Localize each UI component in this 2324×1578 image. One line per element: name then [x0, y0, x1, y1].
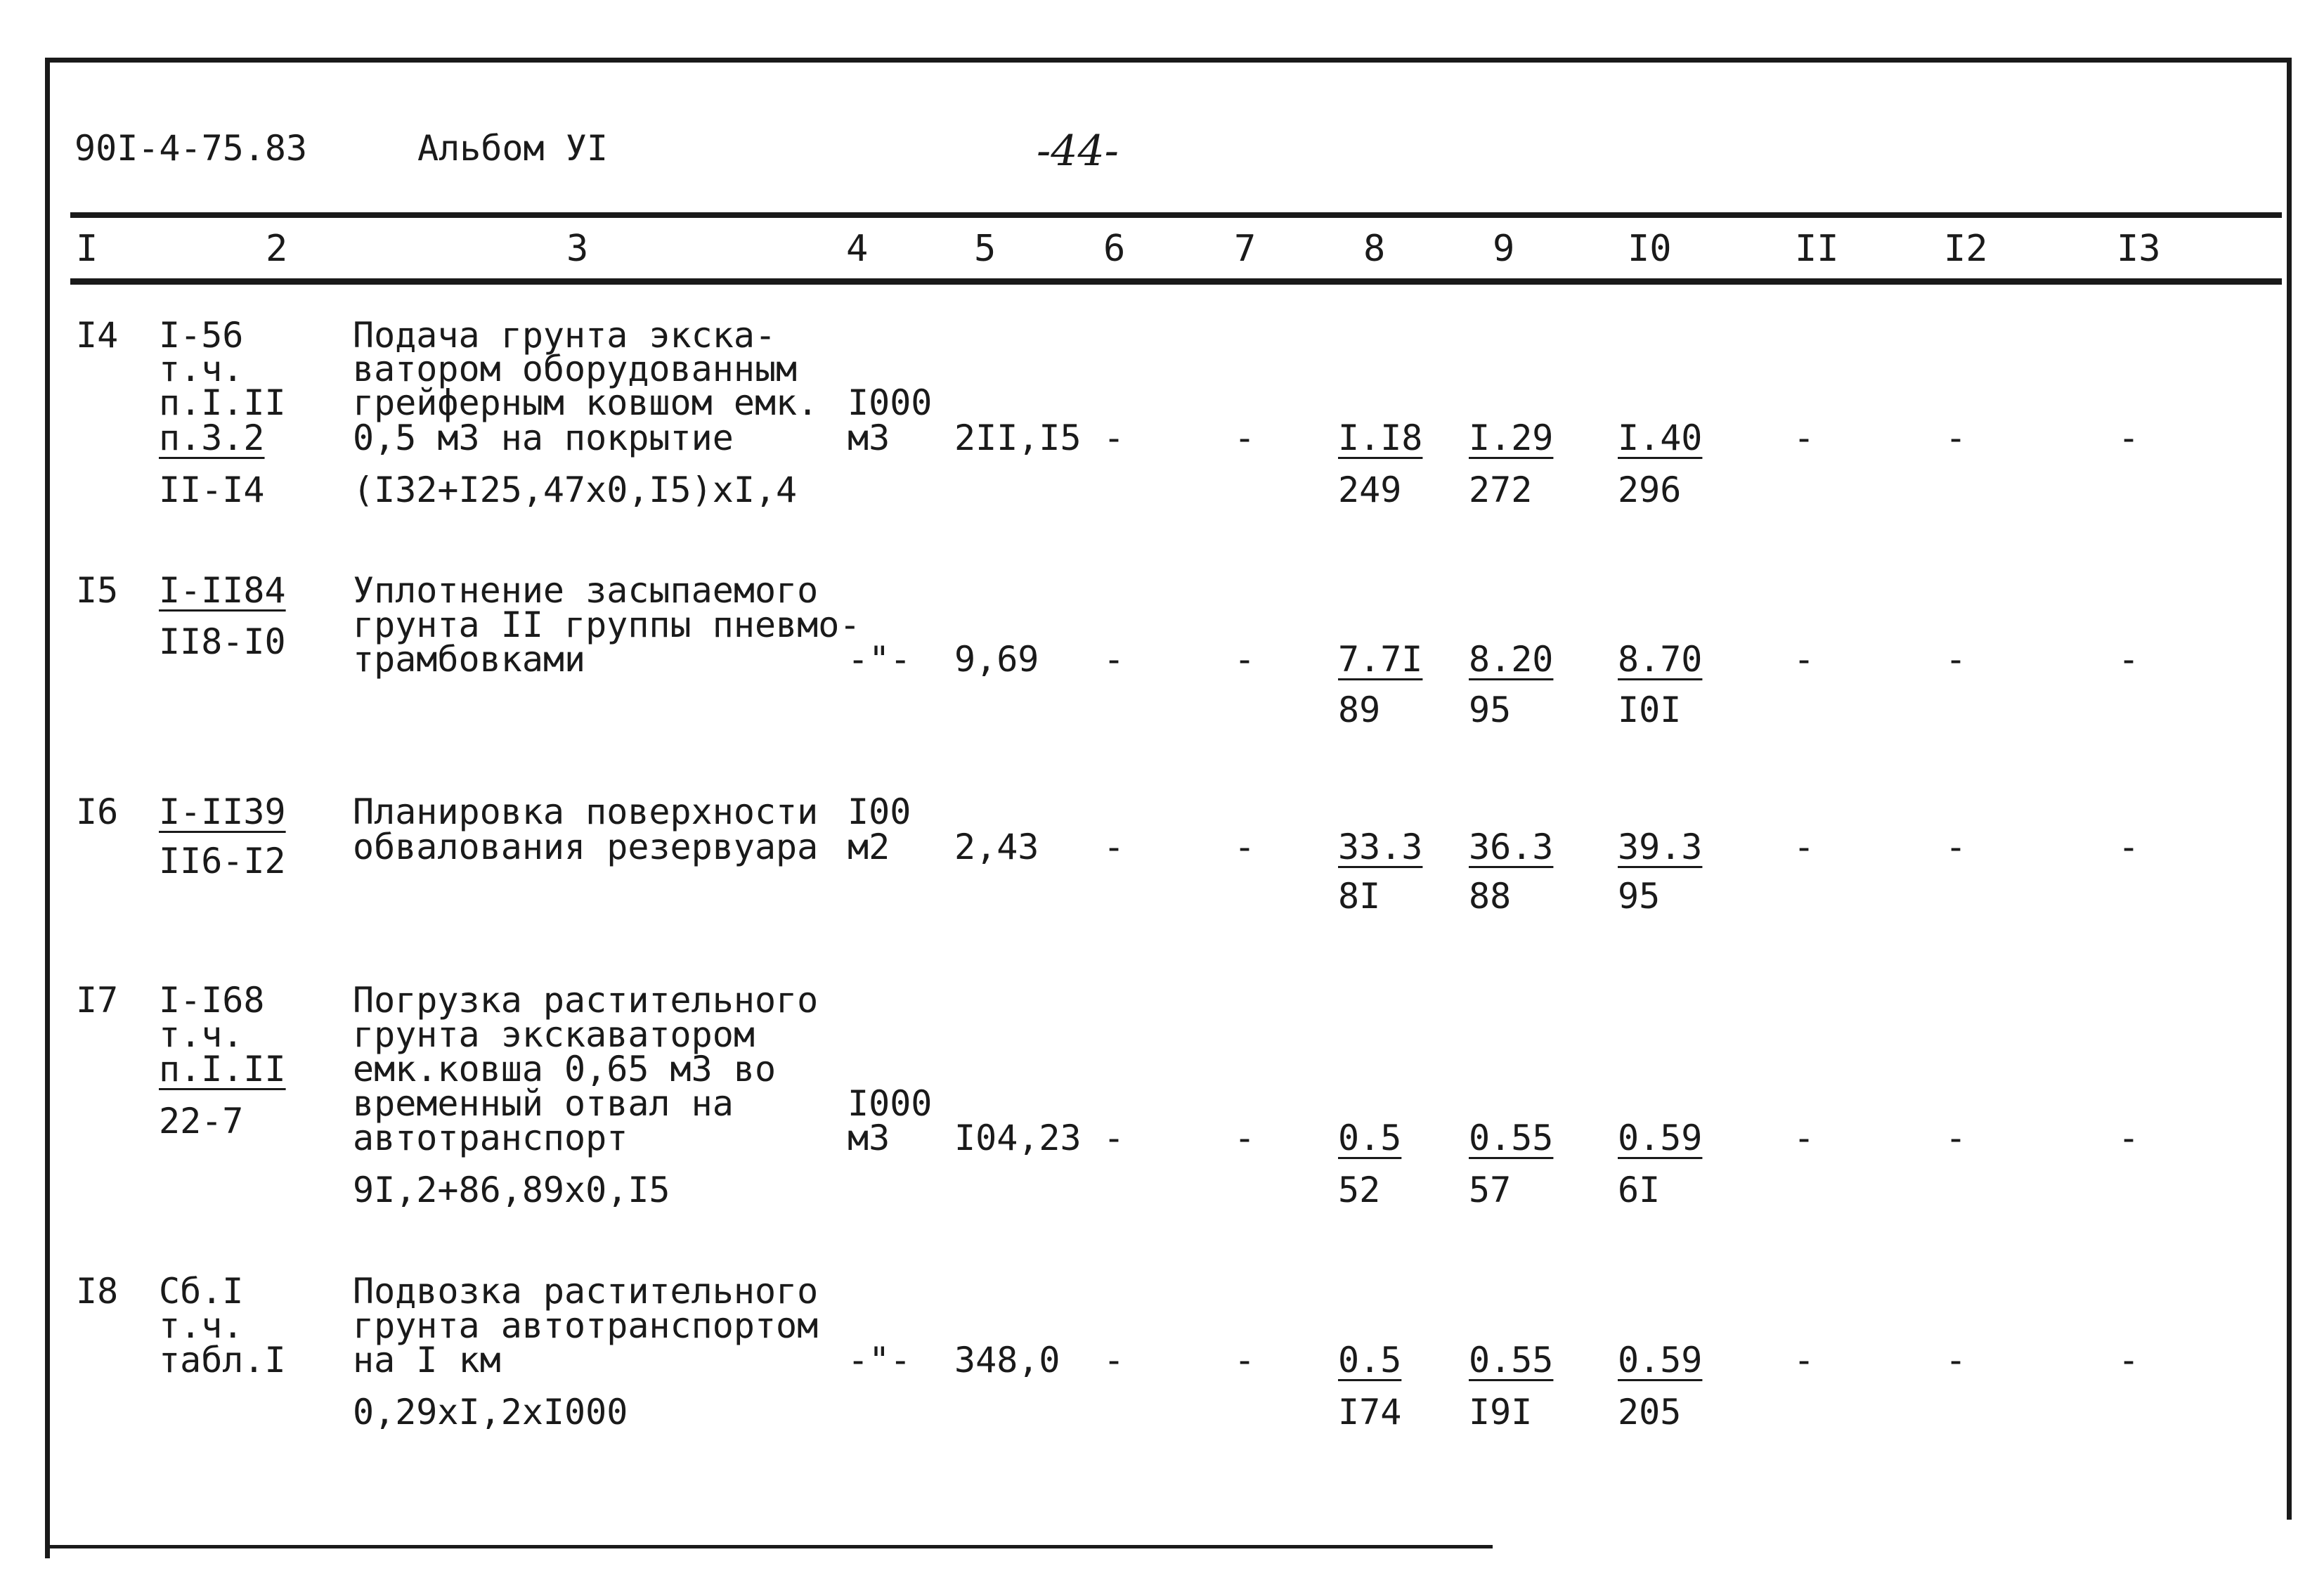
column-number: 9 — [1493, 228, 1515, 270]
unit-line: I000 — [848, 1083, 933, 1124]
col10-bottom: 6I — [1618, 1170, 1661, 1210]
column-number: I — [76, 228, 98, 270]
col13-value: - — [2118, 639, 2140, 680]
column-number: 8 — [1363, 228, 1386, 270]
col10-bottom: I0I — [1618, 690, 1682, 730]
column-number: I3 — [2117, 228, 2161, 270]
description-line: временный отвал на — [353, 1083, 734, 1124]
document-code: 90I-4-75.83 — [74, 128, 308, 169]
description-line: грейферным ковшом емк. — [353, 382, 819, 423]
column-number: 6 — [1103, 228, 1126, 270]
col12-value: - — [1945, 418, 1967, 458]
col11-value: - — [1793, 1340, 1815, 1380]
col9-bottom: 88 — [1469, 876, 1512, 917]
reference-line: II8-I0 — [159, 621, 286, 662]
column-number: I0 — [1628, 228, 1672, 270]
description-line: обвалования резервуара — [353, 827, 819, 867]
col12-value: - — [1945, 1118, 1967, 1158]
col10-top: I.40 — [1618, 418, 1703, 458]
col7-value: - — [1234, 827, 1256, 867]
frame-right-edge — [2287, 58, 2292, 1520]
col8-top: 33.3 — [1338, 827, 1423, 867]
description-line: грунта автотранспортом — [353, 1305, 819, 1346]
col6-value: - — [1103, 418, 1125, 458]
row-number: I8 — [76, 1271, 119, 1312]
col9-bottom: 57 — [1469, 1170, 1512, 1210]
header-rule-bottom — [70, 278, 2282, 285]
col9-bottom: 95 — [1469, 690, 1512, 730]
col8-top: I.I8 — [1338, 418, 1423, 458]
col12-value: - — [1945, 639, 1967, 680]
unit-line: м3 — [848, 1118, 890, 1158]
col11-value: - — [1793, 827, 1815, 867]
col7-value: - — [1234, 1118, 1256, 1158]
reference-line: п.3.2 — [159, 418, 265, 458]
reference-line: I-II39 — [159, 791, 286, 832]
col7-value: - — [1234, 418, 1256, 458]
description-line: на I км — [353, 1340, 501, 1380]
col8-bottom: I74 — [1338, 1392, 1402, 1433]
row-number: I4 — [76, 315, 119, 356]
col9-top: 0.55 — [1469, 1340, 1554, 1380]
page-number: -44- — [1037, 127, 1119, 176]
description-line: 0,29xI,2xI000 — [353, 1392, 628, 1433]
col8-top: 0.5 — [1338, 1340, 1402, 1380]
description-line: грунта II группы пневмо- — [353, 604, 861, 645]
col9-top: 0.55 — [1469, 1118, 1554, 1158]
column-number: I2 — [1944, 228, 1988, 270]
col8-bottom: 249 — [1338, 470, 1402, 510]
col6-value: - — [1103, 1340, 1125, 1380]
column-number: 2 — [266, 228, 288, 270]
unit-line: м3 — [848, 418, 890, 458]
col10-bottom: 296 — [1618, 470, 1682, 510]
col10-top: 8.70 — [1618, 639, 1703, 680]
col7-value: - — [1234, 639, 1256, 680]
reference-line: п.I.II — [159, 1049, 286, 1089]
row-number: I7 — [76, 980, 119, 1021]
quantity: 348,0 — [954, 1340, 1060, 1380]
description-line: Погрузка растительного — [353, 980, 819, 1021]
col8-bottom: 89 — [1338, 690, 1381, 730]
col6-value: - — [1103, 1118, 1125, 1158]
reference-line: табл.I — [159, 1340, 286, 1380]
column-number: 5 — [974, 228, 997, 270]
quantity: 2,43 — [954, 827, 1039, 867]
column-number: 3 — [566, 228, 589, 270]
description-line: автотранспорт — [353, 1118, 628, 1158]
col9-top: 36.3 — [1469, 827, 1554, 867]
description-line: Подвозка растительного — [353, 1271, 819, 1312]
col11-value: - — [1793, 418, 1815, 458]
quantity: I04,23 — [954, 1118, 1082, 1158]
description-line: ватором оборудованным — [353, 349, 798, 389]
reference-line: т.ч. — [159, 1305, 244, 1346]
reference-line: п.I.II — [159, 382, 286, 423]
album-label: Альбом УI — [417, 128, 608, 169]
column-number: II — [1795, 228, 1839, 270]
reference-line: т.ч. — [159, 349, 244, 389]
description-line: грунта экскаватором — [353, 1014, 755, 1055]
description-line: Планировка поверхности — [353, 791, 819, 832]
header-rule-top — [70, 212, 2282, 218]
col13-value: - — [2118, 827, 2140, 867]
col9-bottom: I9I — [1469, 1392, 1533, 1433]
col11-value: - — [1793, 639, 1815, 680]
col10-top: 0.59 — [1618, 1340, 1703, 1380]
unit-line: -"- — [848, 639, 911, 680]
frame-bottom-edge — [45, 1545, 1493, 1548]
row-number: I6 — [76, 791, 119, 832]
col9-top: 8.20 — [1469, 639, 1554, 680]
col10-top: 0.59 — [1618, 1118, 1703, 1158]
reference-line: 22-7 — [159, 1101, 244, 1142]
reference-line: II-I4 — [159, 470, 265, 510]
reference-line: I-56 — [159, 315, 244, 356]
unit-line: -"- — [848, 1340, 911, 1380]
col7-value: - — [1234, 1340, 1256, 1380]
description-line: 0,5 м3 на покрытие — [353, 418, 734, 458]
col13-value: - — [2118, 1340, 2140, 1380]
quantity: 9,69 — [954, 639, 1039, 680]
reference-line: т.ч. — [159, 1014, 244, 1055]
row-number: I5 — [76, 570, 119, 611]
description-line: Подача грунта экска- — [353, 315, 777, 356]
col11-value: - — [1793, 1118, 1815, 1158]
reference-line: I-I68 — [159, 980, 265, 1021]
reference-line: II6-I2 — [159, 841, 286, 881]
reference-line: Сб.I — [159, 1271, 244, 1312]
description-line: трамбовками — [353, 639, 586, 680]
col8-top: 7.7I — [1338, 639, 1423, 680]
col9-bottom: 272 — [1469, 470, 1533, 510]
unit-line: м2 — [848, 827, 890, 867]
unit-line: I00 — [848, 791, 911, 832]
description-line: (I32+I25,47x0,I5)xI,4 — [353, 470, 798, 510]
description-line: Уплотнение засыпаемого — [353, 570, 819, 611]
col13-value: - — [2118, 1118, 2140, 1158]
description-line: 9I,2+86,89x0,I5 — [353, 1170, 670, 1210]
col10-bottom: 205 — [1618, 1392, 1682, 1433]
column-number: 4 — [846, 228, 869, 270]
quantity: 2II,I5 — [954, 418, 1082, 458]
unit-line: I000 — [848, 382, 933, 423]
col12-value: - — [1945, 1340, 1967, 1380]
col12-value: - — [1945, 827, 1967, 867]
col8-bottom: 52 — [1338, 1170, 1381, 1210]
reference-line: I-II84 — [159, 570, 286, 611]
col6-value: - — [1103, 639, 1125, 680]
col8-top: 0.5 — [1338, 1118, 1402, 1158]
col10-top: 39.3 — [1618, 827, 1703, 867]
col6-value: - — [1103, 827, 1125, 867]
col8-bottom: 8I — [1338, 876, 1381, 917]
column-number: 7 — [1234, 228, 1257, 270]
description-line: емк.ковша 0,65 м3 во — [353, 1049, 777, 1089]
col10-bottom: 95 — [1618, 876, 1661, 917]
col9-top: I.29 — [1469, 418, 1554, 458]
col13-value: - — [2118, 418, 2140, 458]
